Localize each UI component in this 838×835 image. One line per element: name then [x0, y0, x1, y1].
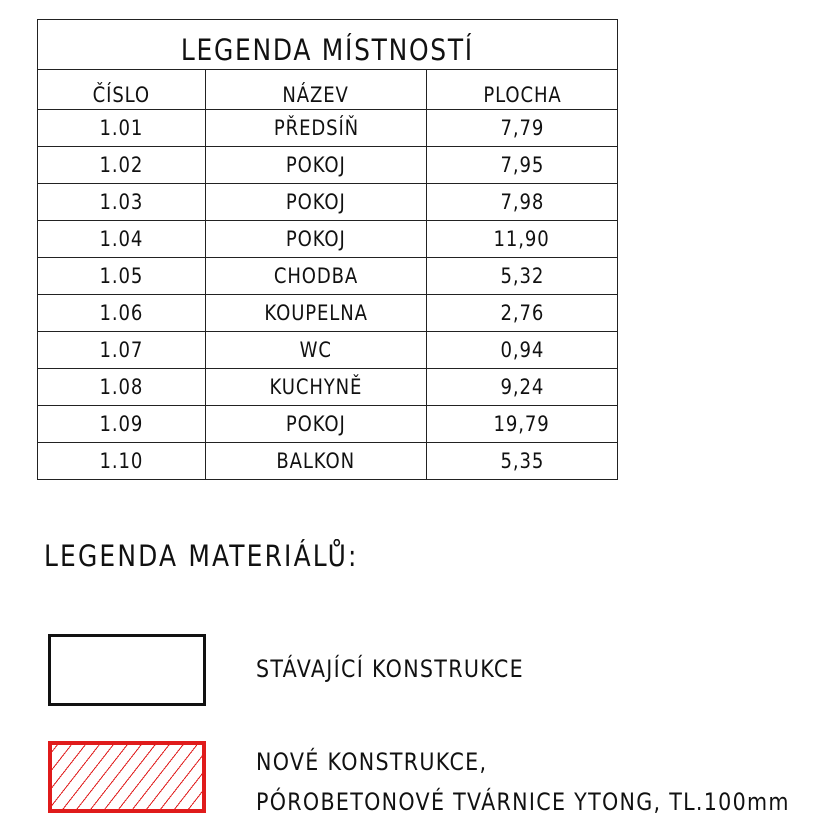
room-name: PŘEDSÍŇ	[206, 110, 427, 147]
room-area: 0,94	[427, 332, 618, 369]
header-name: NÁZEV	[206, 70, 427, 110]
room-name: BALKON	[206, 443, 427, 480]
room-name: POKOJ	[206, 406, 427, 443]
room-name: WC	[206, 332, 427, 369]
table-row	[38, 443, 618, 480]
new-construction-label-line-2: PÓROBETONOVÉ TVÁRNICE YTONG, TL.100mm	[256, 788, 790, 816]
existing-construction-swatch	[48, 634, 206, 706]
new-construction-label-line-1: NOVÉ KONSTRUKCE,	[256, 748, 488, 776]
room-name: KUCHYNĚ	[206, 369, 427, 406]
table-row	[38, 184, 618, 221]
room-number: 1.04	[38, 221, 206, 258]
header-area: PLOCHA	[427, 70, 618, 110]
new-construction-hatched-swatch	[48, 741, 206, 813]
room-area: 11,90	[427, 221, 618, 258]
table-row	[38, 221, 618, 258]
room-name: POKOJ	[206, 147, 427, 184]
table-row	[38, 295, 618, 332]
header-number: ČÍSLO	[38, 70, 206, 110]
room-name: POKOJ	[206, 184, 427, 221]
room-area: 5,32	[427, 258, 618, 295]
room-number: 1.01	[38, 110, 206, 147]
room-number: 1.08	[38, 369, 206, 406]
table-row	[38, 406, 618, 443]
room-number: 1.03	[38, 184, 206, 221]
room-area: 19,79	[427, 406, 618, 443]
room-number: 1.09	[38, 406, 206, 443]
room-name: KOUPELNA	[206, 295, 427, 332]
room-number: 1.02	[38, 147, 206, 184]
existing-construction-label: STÁVAJÍCÍ KONSTRUKCE	[256, 655, 524, 683]
table-row	[38, 147, 618, 184]
room-number: 1.06	[38, 295, 206, 332]
room-name: CHODBA	[206, 258, 427, 295]
table-row	[38, 110, 618, 147]
room-legend-title: LEGENDA MÍSTNOSTÍ	[38, 20, 618, 70]
table-row	[38, 332, 618, 369]
room-area: 7,79	[427, 110, 618, 147]
materials-legend-title: LEGENDA MATERIÁLŮ:	[44, 539, 359, 573]
room-area: 7,95	[427, 147, 618, 184]
room-area: 5,35	[427, 443, 618, 480]
room-area: 7,98	[427, 184, 618, 221]
room-legend-title-row	[38, 20, 618, 70]
room-number: 1.07	[38, 332, 206, 369]
room-number: 1.10	[38, 443, 206, 480]
room-number: 1.05	[38, 258, 206, 295]
room-legend-table	[37, 19, 618, 480]
table-row	[38, 369, 618, 406]
room-name: POKOJ	[206, 221, 427, 258]
room-area: 9,24	[427, 369, 618, 406]
room-area: 2,76	[427, 295, 618, 332]
room-legend-header-row	[38, 70, 618, 110]
table-row	[38, 258, 618, 295]
